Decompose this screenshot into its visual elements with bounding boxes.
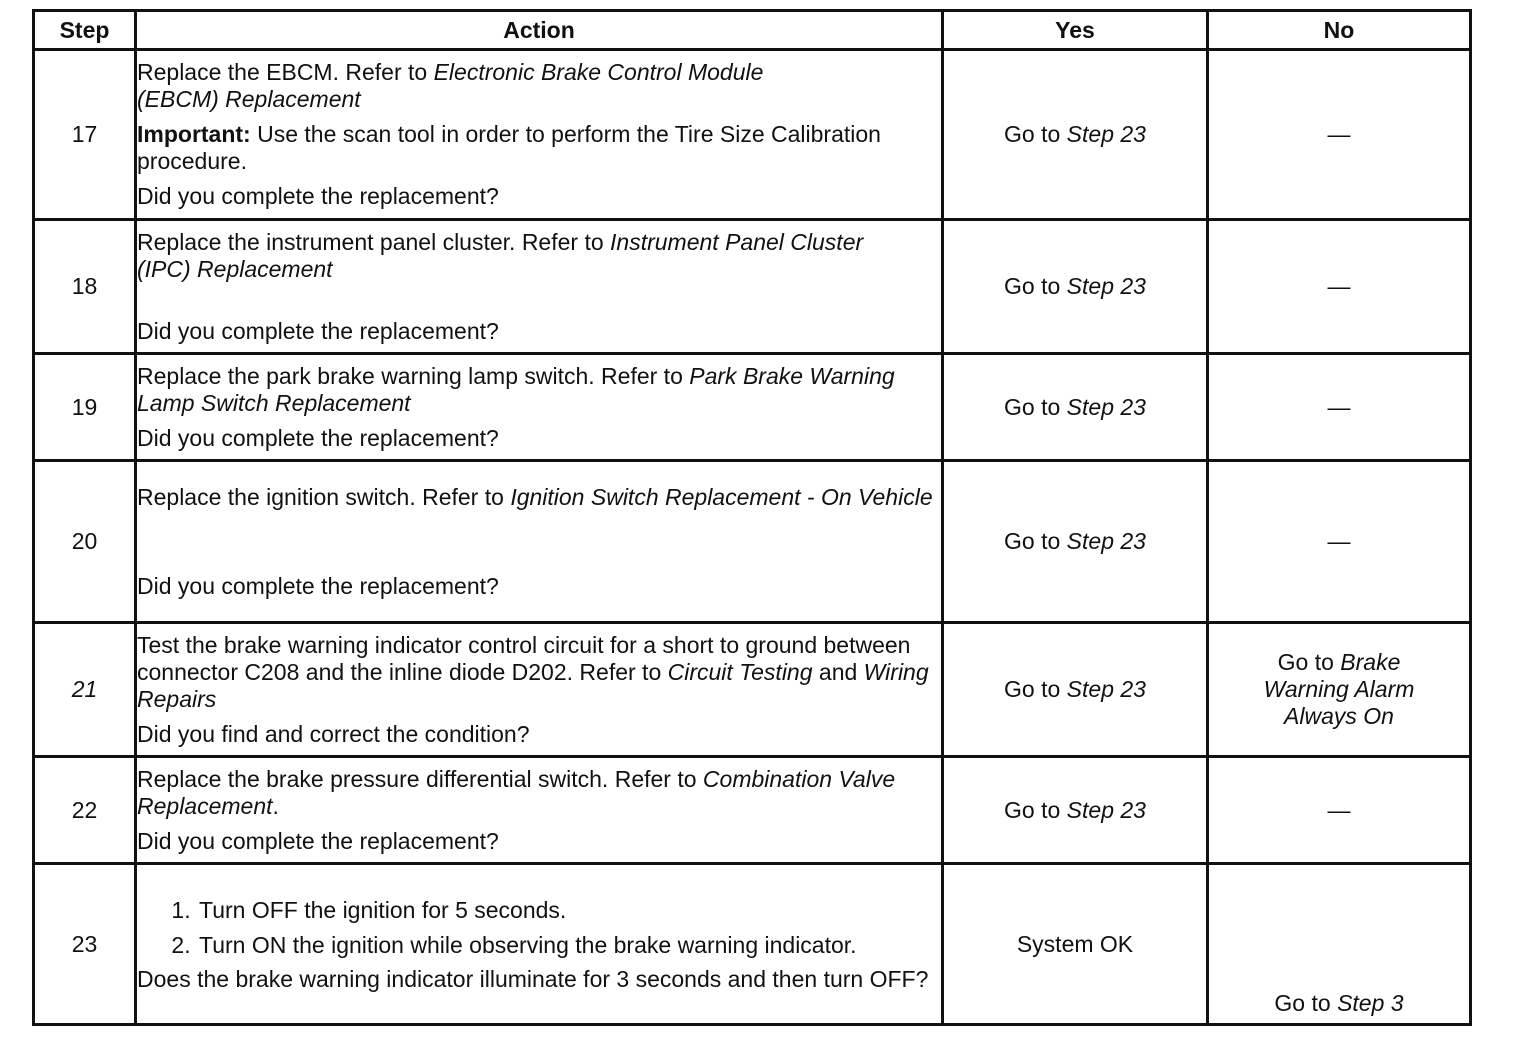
step-number: 22 [34,757,136,864]
diagnostic-table [32,9,1472,1026]
header-yes: Yes [943,11,1208,50]
important-text: Use the scan tool in order to perform the Tire Size Calibration procedure. [137,121,881,174]
header-no: No [1208,11,1471,50]
no-cell [1208,864,1471,1025]
yes-step-link[interactable]: Step 23 [1066,528,1146,554]
yes-step-link[interactable]: Step 23 [1066,796,1146,823]
yes-prefix: Go to [1004,121,1067,147]
no-cell: — [1208,50,1471,220]
action-reference-link[interactable]: Circuit Testing [667,658,813,685]
procedure-list [137,897,941,959]
action-cell [136,757,943,864]
action-text: Replace the ignition switch. Refer to [137,483,511,510]
question-text: Did you complete the replacement? [137,827,499,854]
yes-cell [943,354,1208,461]
no-step-link[interactable]: Step 3 [1337,990,1404,1016]
action-text: Test the brake warning indicator control circuit for a short to ground between connector C208 and the inline diode D202. Refer to [137,631,911,685]
step-number: 23 [34,864,136,1025]
no-prefix: Go to [1274,990,1338,1016]
table-row [34,864,1471,1025]
action-reference-link[interactable]: Combination Valve Replacement [137,765,896,819]
yes-cell [943,757,1208,864]
no-prefix: Go to [1277,649,1341,675]
action-cell [136,220,943,354]
question-text: Did you find and correct the condition? [137,720,530,747]
step-number: 17 [34,50,136,220]
yes-prefix: Go to [1004,796,1067,823]
action-cell [136,461,943,623]
no-cell: — [1208,461,1471,623]
yes-cell [943,461,1208,623]
question-text: Did you complete the replacement? [137,317,499,344]
list-item: 2. Turn ON the ignition while observing the brake warning indicator. [197,932,941,959]
no-cell: — [1208,757,1471,864]
no-cell: — [1208,220,1471,354]
action-text-end: . [272,792,279,819]
action-text: Replace the instrument panel cluster. Refer to [137,228,611,255]
action-cell [136,623,943,757]
header-step: Step [34,11,136,50]
yes-step-link[interactable]: Step 23 [1066,121,1146,147]
action-cell [136,354,943,461]
table-row [34,354,1471,461]
step-number: 18 [34,220,136,354]
yes-step-link[interactable]: Step 23 [1066,273,1146,299]
table-row [34,220,1471,354]
table-row [34,757,1471,864]
important-label: Important: [137,121,251,147]
action-cell [136,50,943,220]
list-item: 1. Turn OFF the ignition for 5 seconds. [197,897,941,924]
question-text: Did you complete the replacement? [137,424,499,451]
action-text: Replace the park brake warning lamp switch. Refer to [137,362,690,389]
action-text-conjunction: and [812,658,864,685]
header-action: Action [136,11,943,50]
yes-prefix: Go to [1004,393,1067,420]
action-reference-link[interactable]: Ignition Switch Replacement - On Vehicle [510,483,933,510]
question-text: Does the brake warning indicator illuminate for 3 seconds and then turn OFF? [137,966,929,992]
step-number: 19 [34,354,136,461]
yes-prefix: Go to [1004,528,1067,554]
yes-prefix: Go to [1004,676,1067,702]
table-row [34,623,1471,757]
action-reference-link-2[interactable]: Wiring Repairs [137,658,929,712]
yes-step-link[interactable]: Step 23 [1066,393,1146,420]
yes-cell [943,50,1208,220]
no-cell [1208,623,1471,757]
yes-cell [943,220,1208,354]
action-text: Replace the brake pressure differential switch. Refer to [137,765,703,792]
yes-step-link[interactable]: Step 23 [1066,676,1146,702]
yes-cell [943,623,1208,757]
no-cell: — [1208,354,1471,461]
step-number: 21 [34,623,136,757]
action-reference-link[interactable]: Park Brake Warning Lamp Switch Replacement [137,362,895,416]
question-text: Did you complete the replacement? [137,183,499,209]
action-reference-link[interactable]: Instrument Panel Cluster (IPC) Replacement [137,228,864,282]
action-text: Replace the EBCM. Refer to [137,59,434,85]
action-cell [136,864,943,1025]
no-reference-link[interactable]: Brake Warning Alarm Always On [1263,649,1415,729]
table-row [34,461,1471,623]
question-text: Did you complete the replacement? [137,572,499,599]
table-row [34,50,1471,220]
header-row [34,11,1471,50]
yes-cell: System OK [943,864,1208,1025]
step-number: 20 [34,461,136,623]
yes-prefix: Go to [1004,273,1067,299]
action-reference-link[interactable]: Electronic Brake Control Module (EBCM) Replacement [137,59,764,112]
